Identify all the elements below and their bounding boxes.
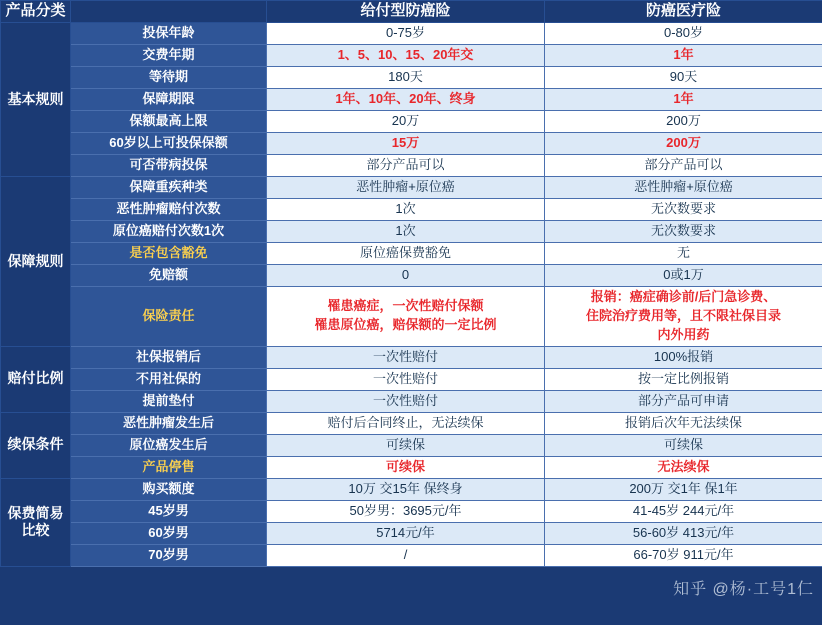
row-label: 提前垫付 [71, 390, 267, 412]
table-row [1, 346, 822, 368]
value-medical: 200万 [545, 111, 822, 133]
row-label: 购买额度 [71, 478, 267, 500]
value-medical: 报销：癌症确诊前/后门急诊费、 住院治疗费用等，且不限社保目录 内外用药 [545, 287, 822, 347]
value-medical: 部分产品可以 [545, 155, 822, 177]
value-benefit: 罹患癌症，一次性赔付保额 罹患原位癌，赔保额的一定比例 [267, 287, 545, 347]
table-row [1, 434, 822, 456]
row-label: 60岁以上可投保保额 [71, 133, 267, 155]
value-benefit: 可续保 [267, 434, 545, 456]
table-row [1, 67, 822, 89]
value-benefit: 一次性赔付 [267, 346, 545, 368]
row-label: 保障重疾种类 [71, 177, 267, 199]
table-row [1, 265, 822, 287]
group-label-2: 保障规则 [1, 177, 71, 347]
value-medical: 1年 [545, 45, 822, 67]
watermark: 知乎 @杨·工号1仁 [673, 581, 814, 598]
value-benefit: 1年、10年、20年、终身 [267, 89, 545, 111]
value-medical: 按一定比例报销 [545, 368, 822, 390]
value-medical: 0或1万 [545, 265, 822, 287]
header-product-benefit: 给付型防癌险 [267, 1, 545, 23]
table-row [1, 111, 822, 133]
table-row [1, 287, 822, 347]
row-label: 原位癌赔付次数1次 [71, 221, 267, 243]
value-medical: 可续保 [545, 434, 822, 456]
value-medical: 56-60岁 413元/年 [545, 522, 822, 544]
row-label: 恶性肿瘤赔付次数 [71, 199, 267, 221]
value-benefit: 部分产品可以 [267, 155, 545, 177]
value-medical: 0-80岁 [545, 23, 822, 45]
row-label: 原位癌发生后 [71, 434, 267, 456]
row-label: 免赔额 [71, 265, 267, 287]
row-label: 60岁男 [71, 522, 267, 544]
value-medical: 无 [545, 243, 822, 265]
table-row [1, 133, 822, 155]
table-row [1, 155, 822, 177]
value-medical: 部分产品可申请 [545, 390, 822, 412]
row-label: 社保报销后 [71, 346, 267, 368]
row-label: 是否包含豁免 [71, 243, 267, 265]
value-benefit: 恶性肿瘤+原位癌 [267, 177, 545, 199]
row-label: 保额最高上限 [71, 111, 267, 133]
row-label: 等待期 [71, 67, 267, 89]
table-row [1, 522, 822, 544]
table-row [1, 177, 822, 199]
table-row [1, 368, 822, 390]
value-medical: 90天 [545, 67, 822, 89]
table-row [1, 89, 822, 111]
group-label-4: 续保条件 [1, 412, 71, 478]
table-row [1, 500, 822, 522]
row-label: 不用社保的 [71, 368, 267, 390]
value-benefit: 一次性赔付 [267, 390, 545, 412]
value-medical: 无法续保 [545, 456, 822, 478]
table-header-row [1, 1, 822, 23]
value-medical: 200万 [545, 133, 822, 155]
value-medical: 无次数要求 [545, 199, 822, 221]
value-benefit: 可续保 [267, 456, 545, 478]
value-medical: 1年 [545, 89, 822, 111]
table-row [1, 23, 822, 45]
table-row [1, 199, 822, 221]
row-label: 可否带病投保 [71, 155, 267, 177]
value-benefit: 5714元/年 [267, 522, 545, 544]
value-medical: 66-70岁 911元/年 [545, 544, 822, 566]
value-benefit: 1、5、10、15、20年交 [267, 45, 545, 67]
row-label: 保险责任 [71, 287, 267, 347]
row-label: 70岁男 [71, 544, 267, 566]
value-benefit: 1次 [267, 221, 545, 243]
header-category: 产品分类 [1, 1, 71, 23]
table-row [1, 544, 822, 566]
table-row [1, 412, 822, 434]
value-benefit: 180天 [267, 67, 545, 89]
header-product-medical: 防癌医疗险 [545, 1, 822, 23]
table-row [1, 221, 822, 243]
value-benefit: 1次 [267, 199, 545, 221]
value-medical: 100%报销 [545, 346, 822, 368]
table-row [1, 243, 822, 265]
row-label: 投保年龄 [71, 23, 267, 45]
value-benefit: 20万 [267, 111, 545, 133]
row-label: 恶性肿瘤发生后 [71, 412, 267, 434]
table-row [1, 45, 822, 67]
value-benefit: 10万 交15年 保终身 [267, 478, 545, 500]
value-medical: 41-45岁 244元/年 [545, 500, 822, 522]
table-row [1, 478, 822, 500]
table-body [1, 1, 822, 567]
value-benefit: / [267, 544, 545, 566]
value-benefit: 赔付后合同终止，无法续保 [267, 412, 545, 434]
row-label: 产品停售 [71, 456, 267, 478]
value-benefit: 0 [267, 265, 545, 287]
row-label: 保障期限 [71, 89, 267, 111]
value-benefit: 0-75岁 [267, 23, 545, 45]
value-medical: 无次数要求 [545, 221, 822, 243]
row-label: 交费年期 [71, 45, 267, 67]
value-benefit: 15万 [267, 133, 545, 155]
group-label-1: 基本规则 [1, 23, 71, 177]
value-benefit: 一次性赔付 [267, 368, 545, 390]
value-benefit: 原位癌保费豁免 [267, 243, 545, 265]
value-medical: 200万 交1年 保1年 [545, 478, 822, 500]
value-medical: 报销后次年无法续保 [545, 412, 822, 434]
table-row [1, 456, 822, 478]
group-label-5: 保费简易 比较 [1, 478, 71, 566]
table-row [1, 390, 822, 412]
value-medical: 恶性肿瘤+原位癌 [545, 177, 822, 199]
value-benefit: 50岁男：3695元/年 [267, 500, 545, 522]
row-label: 45岁男 [71, 500, 267, 522]
header-subcategory [71, 1, 267, 23]
group-label-3: 赔付比例 [1, 346, 71, 412]
